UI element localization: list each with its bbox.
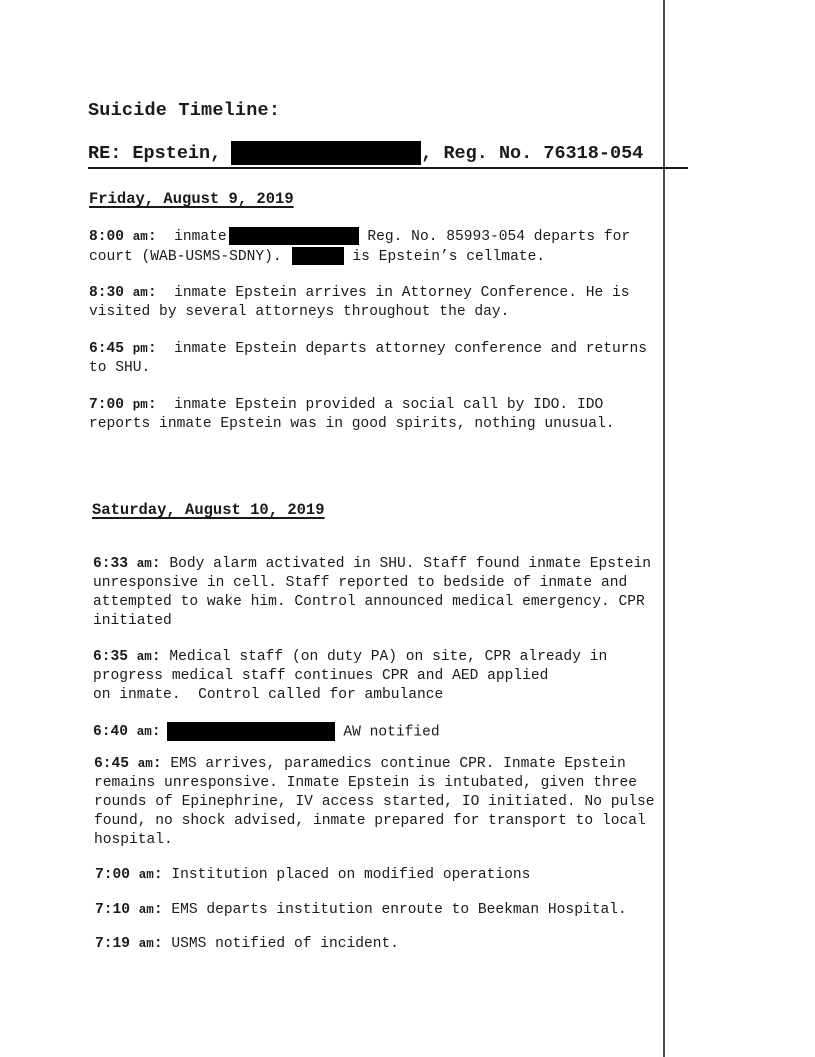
entry-time: 6:45 am:	[94, 756, 162, 772]
timeline-entry: 6:40 am: AW notified	[93, 722, 733, 742]
entry-time: 7:00 pm:	[89, 397, 157, 413]
entry-time: 8:00 am:	[89, 228, 157, 245]
timeline-entry: 6:45 pm: inmate Epstein departs attorney conference and returns to SHU.	[89, 341, 648, 376]
entry-time: 7:10 am:	[95, 902, 163, 918]
entry-time: 6:33 am:	[93, 556, 161, 572]
re-line	[88, 141, 688, 169]
timeline-entry: 8:30 am: inmate Epstein arrives in Attorney Conference. He is visited by several attorneys throughout the day.	[89, 285, 630, 320]
entry-time: 7:00 am:	[95, 867, 163, 883]
day-heading-saturday: Saturday, August 10, 2019	[92, 501, 325, 519]
entry-time: 6:40 am:	[93, 724, 161, 741]
timeline-entry: 6:45 am: EMS arrives, paramedics continue CPR. Inmate Epstein remains unresponsive. Inmate Epstein is intubated, given three rounds of Epinephrine, IV access started, IO initiated. No pulse found, no shock advised, inmate prepared for transport to local hospital.	[94, 756, 655, 848]
entry-time: 8:30 am:	[89, 285, 157, 301]
entry-time: 6:45 pm:	[89, 341, 157, 357]
timeline-entry: 7:19 am: USMS notified of incident.	[95, 936, 400, 952]
document-title: Suicide Timeline:	[88, 100, 281, 121]
timeline-entry: 7:00 pm: inmate Epstein provided a social call by IDO. IDO reports inmate Epstein was in good spirits, nothing unusual.	[89, 397, 615, 432]
timeline-entry: 6:35 am: Medical staff (on duty PA) on site, CPR already in progress medical staff continues CPR and AED applied on inmate. Control called for ambulance	[93, 649, 608, 703]
re-prefix: RE: Epstein,	[88, 142, 222, 164]
day-heading-friday: Friday, August 9, 2019	[89, 190, 294, 208]
timeline-entry: 8:00 am: inmate Reg. No. 85993-054 departs for court (WAB-USMS-SDNY). is Epstein’s cellmate.	[89, 228, 631, 265]
entry-time: 7:19 am:	[95, 936, 163, 952]
redaction-block	[231, 141, 421, 165]
redaction-block	[292, 247, 344, 265]
timeline-entry: 7:00 am: Institution placed on modified operations	[95, 867, 531, 883]
redaction-block	[167, 722, 335, 741]
re-suffix: , Reg. No. 76318-054	[421, 142, 644, 164]
redaction-block	[229, 227, 359, 245]
entry-time: 6:35 am:	[93, 649, 161, 665]
timeline-entry: 6:33 am: Body alarm activated in SHU. Staff found inmate Epstein unresponsive in cell. Staff reported to bedside of inmate and attempted to wake him. Control announced medical emergency. CPR initiated	[93, 556, 652, 629]
timeline-entry: 7:10 am: EMS departs institution enroute to Beekman Hospital.	[95, 902, 627, 918]
